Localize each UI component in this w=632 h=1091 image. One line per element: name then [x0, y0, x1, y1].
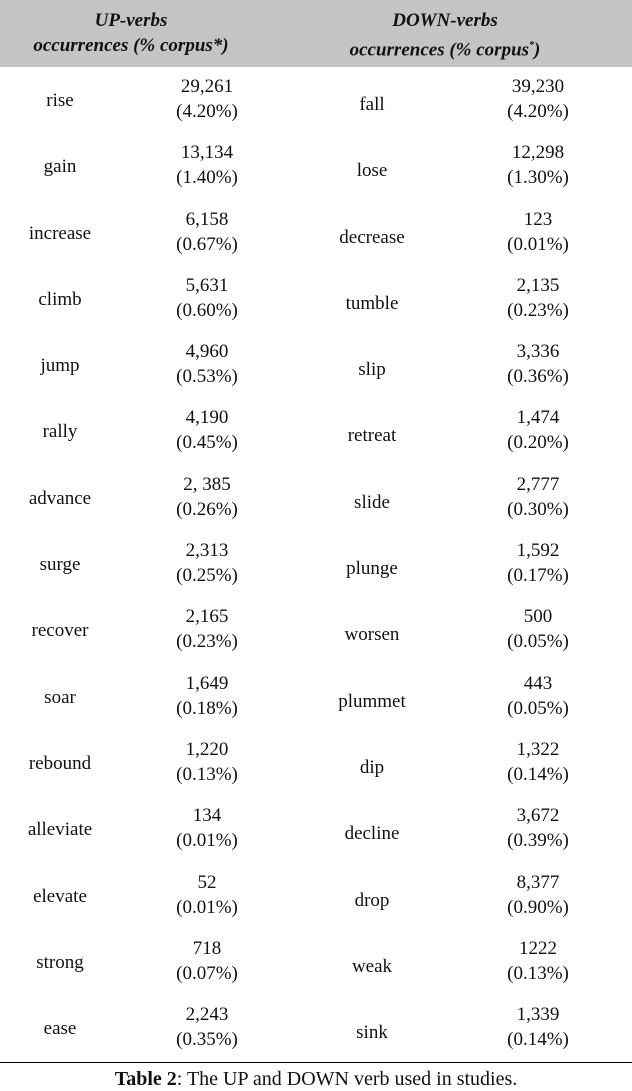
down-occurrences — [478, 74, 598, 124]
down-verb: slide — [354, 491, 390, 513]
up-count: 1,649 — [185, 672, 229, 694]
up-verb: elevate — [33, 885, 87, 907]
up-percent: (0.01%) — [176, 896, 238, 918]
up-occurrences — [147, 604, 267, 654]
down-percent: (1.30%) — [507, 167, 569, 189]
up-percent: (0.35%) — [176, 1029, 238, 1051]
up-count: 29,261 — [180, 76, 234, 97]
up-verb: advance — [28, 487, 92, 509]
down-percent: (0.17%) — [507, 565, 569, 587]
down-verb: decline — [344, 823, 400, 845]
down-count: 3,336 — [516, 341, 560, 363]
up-count: 5,631 — [185, 274, 229, 296]
down-verb: sink — [356, 1022, 388, 1044]
down-occurrences — [478, 737, 598, 787]
up-count: 2, 385 — [183, 473, 231, 495]
up-occurrences — [147, 140, 267, 190]
table-row — [0, 68, 632, 134]
bottom-rule — [0, 1062, 632, 1063]
down-count: 8,377 — [516, 871, 560, 893]
down-occurrences — [478, 870, 598, 920]
up-occurrences — [147, 803, 267, 853]
table-row — [0, 267, 632, 333]
up-verb: alleviate — [27, 819, 93, 841]
up-percent: (0.01%) — [176, 830, 238, 852]
table-row — [0, 598, 632, 664]
up-verb: recover — [31, 620, 89, 642]
down-verb: worsen — [344, 624, 400, 646]
up-verb: ease — [43, 1018, 77, 1040]
up-occurrences — [147, 207, 267, 257]
up-percent: (0.18%) — [176, 697, 238, 719]
up-count: 6,158 — [185, 208, 229, 230]
up-count: 1,220 — [185, 738, 229, 760]
up-occurrences — [147, 1002, 267, 1052]
table-row — [0, 665, 632, 731]
down-verb: tumble — [345, 292, 399, 314]
down-verb: fall — [359, 94, 385, 115]
up-verb: jump — [40, 355, 80, 377]
up-occurrences — [147, 273, 267, 323]
table-row — [0, 797, 632, 863]
asterisk-footnote-mark: * — [529, 40, 535, 51]
up-verbs-header — [0, 8, 262, 58]
down-percent: (0.14%) — [507, 763, 569, 785]
table-row — [0, 134, 632, 200]
up-verbs-subtitle: occurrences (% corpus*) — [33, 35, 229, 56]
up-verb: strong — [36, 951, 84, 973]
up-count: 13,134 — [180, 142, 234, 164]
down-percent: (0.05%) — [507, 697, 569, 719]
down-verb: drop — [354, 889, 390, 911]
down-count: 443 — [523, 672, 553, 694]
down-percent: (0.05%) — [507, 631, 569, 653]
down-verb: decrease — [339, 226, 405, 248]
caption-text: : The UP and DOWN verb used in studies. — [176, 1068, 518, 1090]
down-count: 2,135 — [516, 274, 560, 296]
up-count: 4,960 — [185, 341, 229, 363]
down-occurrences — [478, 803, 598, 853]
down-occurrences — [478, 207, 598, 257]
up-percent: (4.20%) — [176, 101, 238, 122]
down-verbs-header — [300, 8, 590, 62]
up-occurrences — [147, 74, 267, 124]
down-percent: (4.20%) — [507, 101, 569, 122]
down-percent: (0.01%) — [507, 233, 569, 255]
down-verb: weak — [351, 955, 393, 977]
down-percent: (0.13%) — [507, 962, 569, 984]
up-occurrences — [147, 737, 267, 787]
up-occurrences — [147, 339, 267, 389]
down-count: 1,474 — [516, 407, 560, 429]
down-count: 1,592 — [516, 540, 560, 562]
down-verb: retreat — [347, 425, 397, 447]
down-verb: plunge — [346, 558, 398, 580]
down-count: 12,298 — [511, 142, 565, 164]
up-percent: (0.67%) — [176, 233, 238, 255]
up-count: 718 — [192, 937, 222, 959]
up-count: 2,165 — [185, 606, 229, 628]
down-percent: (0.90%) — [507, 896, 569, 918]
table-row — [0, 996, 632, 1062]
down-percent: (0.36%) — [507, 366, 569, 388]
up-occurrences — [147, 936, 267, 986]
up-verbs-title: UP-verbs — [94, 10, 168, 31]
table-row — [0, 930, 632, 996]
down-verb: dip — [359, 756, 385, 778]
down-occurrences — [478, 1002, 598, 1052]
caption-label: Table 2 — [114, 1068, 177, 1090]
table-caption — [0, 1067, 632, 1091]
down-verbs-title: DOWN-verbs — [392, 10, 498, 31]
down-percent: (0.20%) — [507, 432, 569, 454]
table-body — [0, 68, 632, 1062]
down-occurrences — [478, 604, 598, 654]
down-count: 1,339 — [516, 1004, 560, 1026]
down-percent: (0.14%) — [507, 1029, 569, 1051]
up-occurrences — [147, 405, 267, 455]
down-verb: slip — [358, 359, 386, 381]
up-count: 52 — [197, 871, 217, 893]
down-percent: (0.23%) — [507, 299, 569, 321]
down-verbs-subtitle — [300, 33, 590, 62]
up-percent: (0.26%) — [176, 498, 238, 520]
up-verb: rise — [46, 90, 74, 111]
up-verb: gain — [43, 156, 77, 178]
table-row — [0, 466, 632, 532]
down-count: 1,322 — [516, 738, 560, 760]
table-row — [0, 731, 632, 797]
down-occurrences — [478, 538, 598, 588]
up-percent: (0.60%) — [176, 299, 238, 321]
up-percent: (0.45%) — [176, 432, 238, 454]
up-verb: surge — [39, 554, 81, 576]
down-count: 2,777 — [516, 473, 560, 495]
up-percent: (0.13%) — [176, 763, 238, 785]
up-verb: soar — [44, 686, 76, 708]
up-percent: (1.40%) — [176, 167, 238, 189]
down-verb: plummet — [338, 690, 406, 712]
up-percent: (0.53%) — [176, 366, 238, 388]
up-percent: (0.25%) — [176, 565, 238, 587]
down-count: 3,672 — [516, 805, 560, 827]
down-count: 39,230 — [511, 76, 565, 97]
table-row — [0, 399, 632, 465]
up-count: 134 — [192, 805, 222, 827]
down-occurrences — [478, 405, 598, 455]
up-percent: (0.07%) — [176, 962, 238, 984]
up-occurrences — [147, 671, 267, 721]
up-occurrences — [147, 870, 267, 920]
down-count: 500 — [523, 606, 553, 628]
down-count: 123 — [523, 208, 553, 230]
down-verb: lose — [356, 160, 388, 182]
down-count: 1222 — [519, 937, 557, 959]
up-count: 2,243 — [185, 1004, 229, 1026]
down-occurrences — [478, 936, 598, 986]
table-row — [0, 201, 632, 267]
up-verb: rebound — [28, 752, 92, 774]
down-occurrences — [478, 472, 598, 522]
table-row — [0, 333, 632, 399]
down-occurrences — [478, 273, 598, 323]
down-occurrences — [478, 671, 598, 721]
table-row — [0, 864, 632, 930]
up-verb: rally — [42, 421, 78, 443]
table-header — [0, 0, 632, 67]
down-sub-text: occurrences (% corpus — [349, 39, 530, 61]
up-count: 4,190 — [185, 407, 229, 429]
table-row — [0, 532, 632, 598]
up-verb: increase — [28, 222, 92, 244]
down-percent: (0.30%) — [507, 498, 569, 520]
up-occurrences — [147, 538, 267, 588]
up-occurrences — [147, 472, 267, 522]
up-verb: climb — [38, 288, 82, 310]
up-count: 2,313 — [185, 540, 229, 562]
down-occurrences — [478, 140, 598, 190]
down-sub-close: ) — [534, 39, 541, 61]
up-percent: (0.23%) — [176, 631, 238, 653]
down-percent: (0.39%) — [507, 830, 569, 852]
down-occurrences — [478, 339, 598, 389]
